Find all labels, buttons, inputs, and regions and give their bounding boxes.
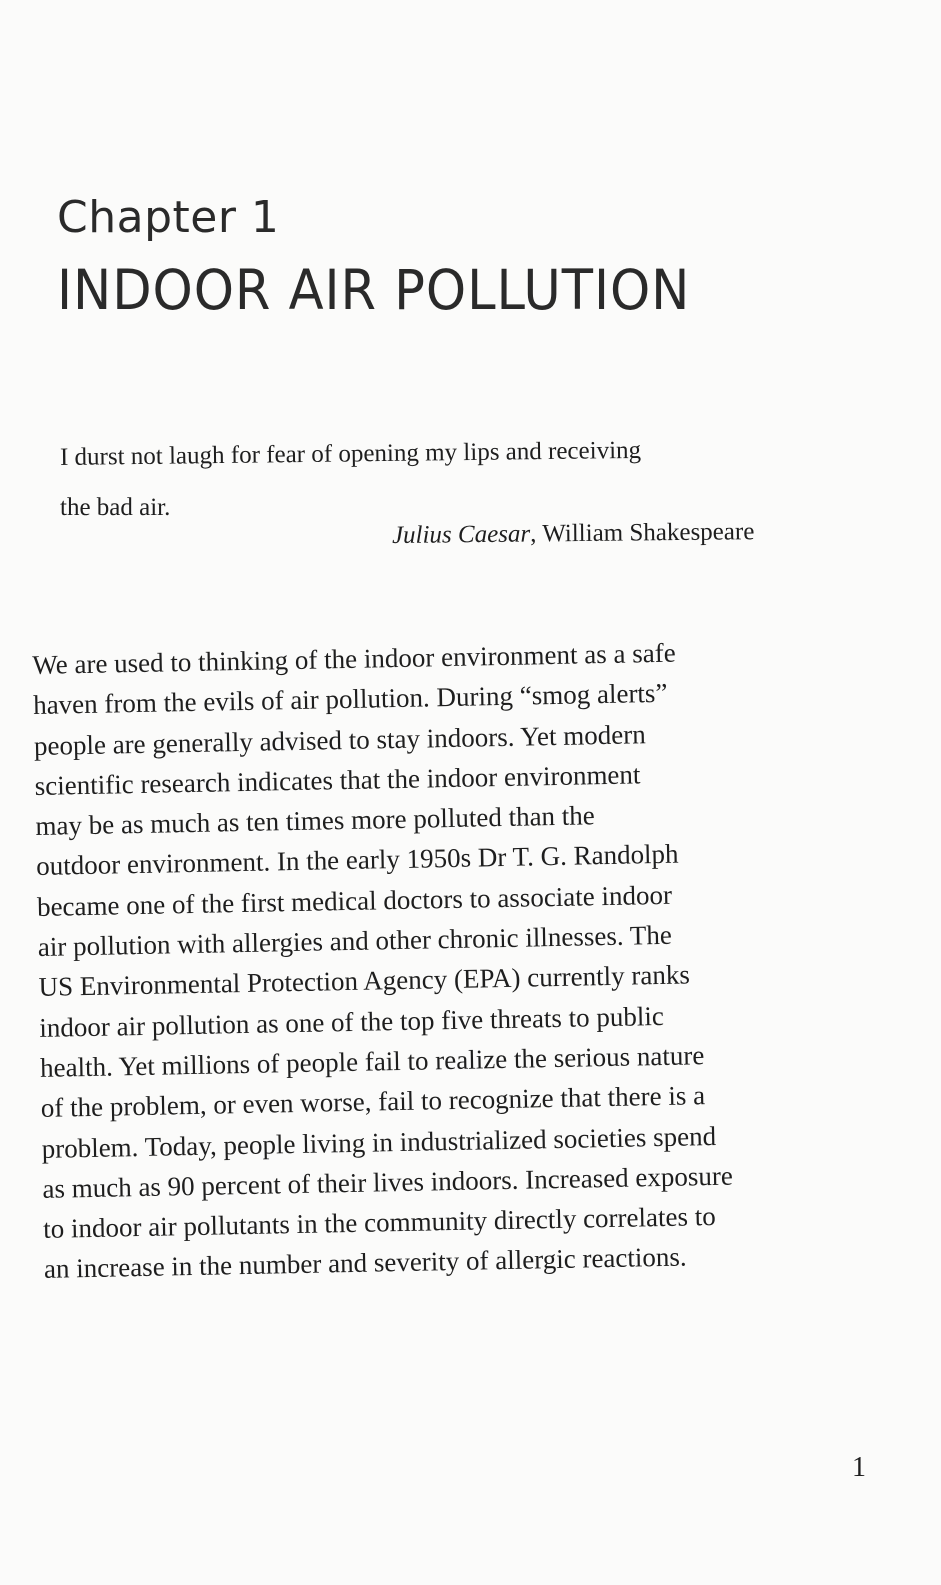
body-line: scientific research indicates that the indoor environment [34,759,641,801]
epigraph-line: the bad air. [60,494,171,521]
body-paragraph [32,629,874,1290]
body-line: US Environmental Protection Agency (EPA) currently ranks [38,959,691,1003]
body-line: of the problem, or even worse, fail to recognize that there is a [40,1080,706,1124]
epigraph-author: , William Shakespeare [530,518,755,548]
page-number: 1 [852,1452,866,1483]
body-line: people are generally advised to stay indoors. Yet modern [33,718,646,761]
body-line: problem. Today, people living in industrialized societies spend [41,1120,717,1164]
chapter-label: Chapter 1 [57,192,280,243]
epigraph-attribution [392,518,755,550]
epigraph-line: I durst not laugh for fear of opening my lips and receiving [59,436,642,471]
body-line: outdoor environment. In the early 1950s Dr T. G. Randolph [35,839,679,882]
body-line: as much as 90 percent of their lives indoors. Increased exposure [42,1160,734,1204]
epigraph-work: Julius Caesar [391,520,531,549]
body-line: an increase in the number and severity of allergic reactions. [43,1242,687,1285]
body-line: haven from the evils of air pollution. During “smog alerts” [32,678,668,721]
body-line: may be as much as ten times more polluted than the [35,800,596,842]
chapter-title: INDOOR AIR POLLUTION [57,258,691,322]
body-line: to indoor air pollutants in the community directly correlates to [42,1201,716,1245]
body-line: indoor air pollution as one of the top five threats to public [39,1000,665,1043]
body-line: air pollution with allergies and other chronic illnesses. The [37,919,673,963]
body-line: became one of the first medical doctors to associate indoor [36,879,673,922]
body-line: We are used to thinking of the indoor environment as a safe [32,637,676,680]
body-line: health. Yet millions of people fail to realize the serious nature [39,1040,705,1083]
